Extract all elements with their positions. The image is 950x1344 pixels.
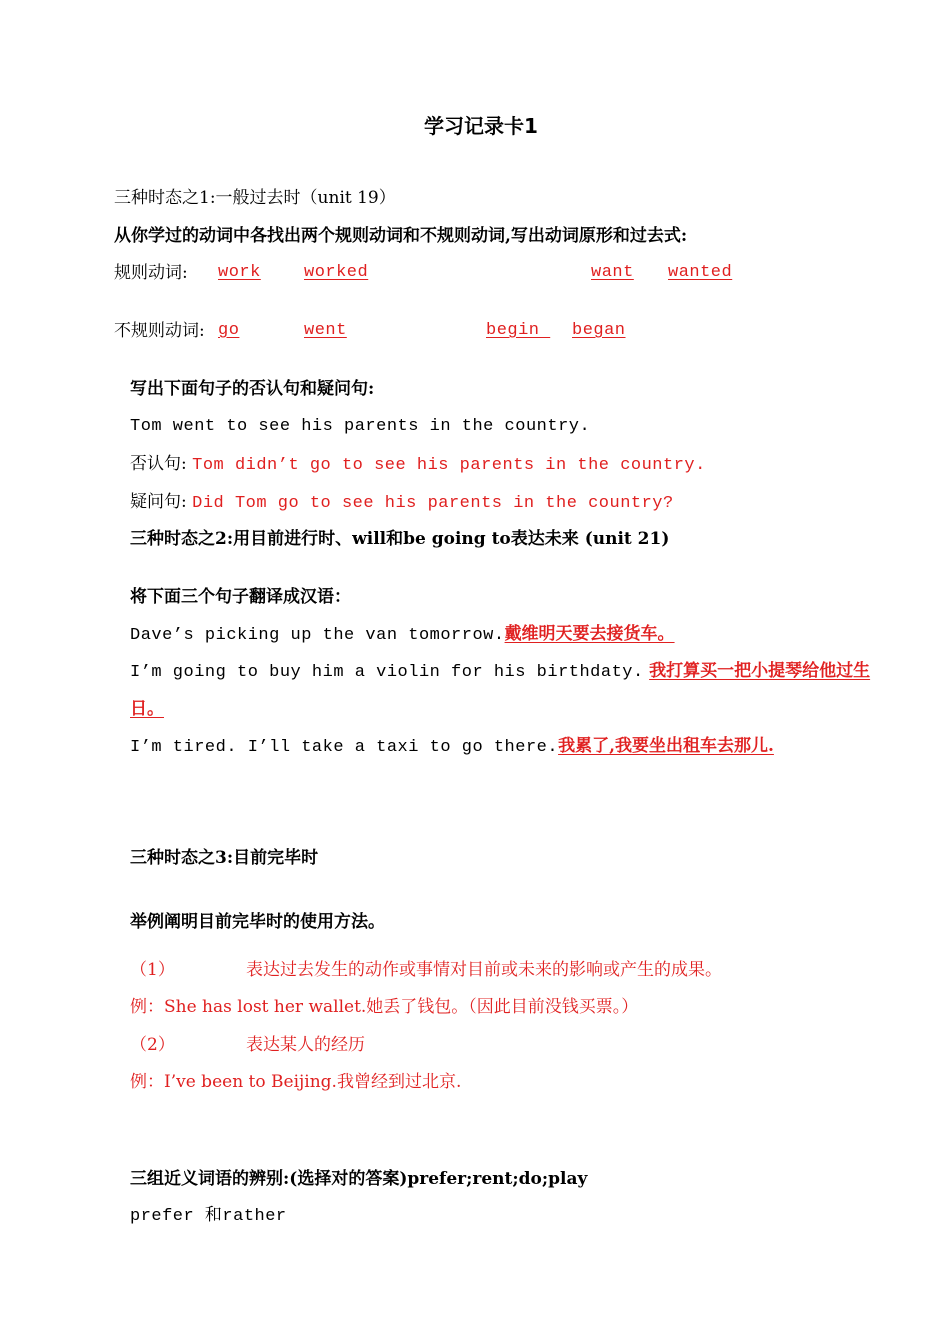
synonym-pair-1: prefer 和rather xyxy=(130,1207,287,1226)
chinese-translation-2a: 我打算买一把小提琴给他过生 xyxy=(649,661,871,681)
section2-instruction: 将下面三个句子翻译成汉语： xyxy=(130,587,351,607)
irregular-verb-past-2: began xyxy=(572,321,626,340)
negative-label-text: 否认句: xyxy=(130,454,187,474)
chinese-translation-1: 戴维明天要去接货车。 xyxy=(504,624,675,644)
section3-instruction: 举例阐明目前完毕时的使用方法。 xyxy=(130,912,385,932)
usage-example-2: 例：I’ve been to Beijing.我曾经到过北京. xyxy=(130,1072,462,1092)
section1-heading: 三种时态之1:一般过去时（unit 19） xyxy=(114,188,396,208)
page-title: 学习记录卡1 xyxy=(424,114,538,138)
question-label-text: 疑问句: xyxy=(130,492,187,512)
section2-heading: 三种时态之2:用目前进行时、will和be going to表达未来 (unit 21) xyxy=(130,529,670,549)
regular-verb-past-2: wanted xyxy=(668,263,733,282)
chinese-translation-2b: 日。 xyxy=(130,699,164,719)
chinese-translation-3: 我累了,我要坐出租车去那儿. xyxy=(558,736,774,756)
english-sentence-3: I’m tired. I’ll take a taxi to go there. xyxy=(130,738,559,757)
question-answer: Did Tom go to see his parents in the country? xyxy=(192,494,674,513)
regular-verb-base-2: want xyxy=(591,263,634,282)
translation-row-2 xyxy=(130,661,870,683)
english-sentence-2: I’m going to buy him a violin for his birthdaty. xyxy=(130,663,644,682)
regular-verb-past-1: worked xyxy=(304,263,369,282)
question-label xyxy=(130,492,674,514)
negative-label xyxy=(130,454,706,476)
source-sentence: Tom went to see his parents in the country. xyxy=(130,417,591,436)
irregular-verbs-label: 不规则动词: xyxy=(114,321,205,341)
section3-heading: 三种时态之3:目前完毕时 xyxy=(130,848,319,868)
negative-answer: Tom didn’t go to see his parents in the country. xyxy=(192,456,706,475)
english-sentence-1: Dave’s picking up the van tomorrow. xyxy=(130,626,505,645)
usage-example-1: 例：She has lost her wallet.她丢了钱包。（因此目前没钱买票。） xyxy=(130,997,639,1017)
irregular-verb-base-2: begin xyxy=(486,321,551,340)
usage-point-2: 表达某人的经历 xyxy=(246,1035,365,1055)
regular-verb-base-1: work xyxy=(218,263,261,282)
section4-heading: 三组近义词语的辨别:(选择对的答案)prefer;rent;do;play xyxy=(130,1169,588,1189)
translation-row-1 xyxy=(130,624,675,646)
irregular-verb-base-1: go xyxy=(218,321,240,340)
irregular-verb-past-1: went xyxy=(304,321,347,340)
usage-point-1: 表达过去发生的动作或事情对目前或未来的影响或产生的成果。 xyxy=(246,960,722,980)
usage-number-2: （2） xyxy=(130,1035,175,1055)
usage-number-1: （1） xyxy=(130,960,175,980)
translation-row-3 xyxy=(130,736,774,758)
regular-verbs-label: 规则动词: xyxy=(114,263,188,283)
section1-instruction: 从你学过的动词中各找出两个规则动词和不规则动词,写出动词原形和过去式: xyxy=(114,226,688,246)
neg-question-heading: 写出下面句子的否认句和疑问句: xyxy=(130,379,375,399)
